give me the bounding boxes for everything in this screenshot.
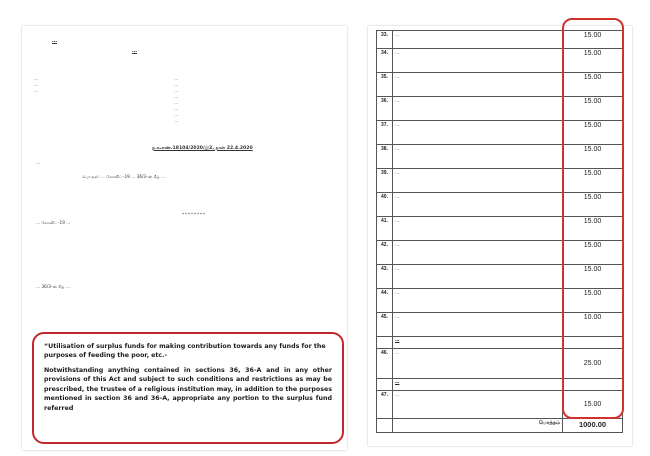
table-total-row — [377, 419, 623, 433]
separator-stars: ******** — [182, 212, 206, 217]
body-paragraph-2: … 36/3–ன் கீழ் … — [36, 284, 70, 289]
temple-name: … — [393, 391, 563, 419]
temple-name: … — [393, 265, 563, 289]
salutation: … — [36, 160, 41, 165]
to-line: … — [174, 76, 179, 81]
table-row — [377, 73, 623, 97]
row-number: 46. — [377, 349, 393, 379]
amount: 15.00 — [563, 121, 623, 145]
temple-name: … — [393, 169, 563, 193]
row-number: 35. — [377, 73, 393, 97]
temple-name: … — [393, 97, 563, 121]
temple-name: … — [393, 193, 563, 217]
table-row — [377, 265, 623, 289]
table-row — [377, 241, 623, 265]
left-document-page — [22, 26, 347, 450]
table-row — [377, 391, 623, 419]
right-document-page — [368, 26, 632, 446]
amount: 15.00 — [563, 31, 623, 49]
table-subheading-row — [377, 337, 623, 349]
table-row — [377, 121, 623, 145]
amount: 15.00 — [563, 241, 623, 265]
total-amount: 1000.00 — [563, 419, 623, 433]
header-department: … — [132, 48, 137, 54]
amount: 15.00 — [563, 169, 623, 193]
to-line: … — [174, 94, 179, 99]
from-address — [34, 76, 124, 94]
table-row — [377, 217, 623, 241]
temple-name: … — [393, 217, 563, 241]
amount: 10.00 — [563, 313, 623, 337]
amount — [563, 379, 623, 391]
amount: 15.00 — [563, 391, 623, 419]
table-row — [377, 97, 623, 121]
row-number: 36. — [377, 97, 393, 121]
header-title: … — [52, 38, 57, 44]
row-number: 38. — [377, 145, 393, 169]
amount: 15.00 — [563, 97, 623, 121]
row-number: 33. — [377, 31, 393, 49]
amount: 15.00 — [563, 73, 623, 97]
row-number: 42. — [377, 241, 393, 265]
table-row — [377, 145, 623, 169]
row-number — [377, 419, 393, 433]
row-number: 47. — [377, 391, 393, 419]
from-line: … — [34, 82, 39, 87]
table-row — [377, 289, 623, 313]
table-row — [377, 349, 623, 379]
temple-name: … — [393, 289, 563, 313]
from-line: … — [34, 88, 39, 93]
quote-title: “Utilisation of surplus funds for making contribution towards any funds for the purposes of feeding the poor, etc.- — [44, 343, 326, 359]
temple-name: … — [393, 145, 563, 169]
table-subheading-row — [377, 379, 623, 391]
temple-name: … — [393, 349, 563, 379]
row-number — [377, 337, 393, 349]
to-line: … — [174, 118, 179, 123]
total-label: மொத்தம் — [393, 419, 563, 433]
row-number: 43. — [377, 265, 393, 289]
temple-name: … — [393, 241, 563, 265]
amount: 15.00 — [563, 49, 623, 73]
row-number: 40. — [377, 193, 393, 217]
row-number: 34. — [377, 49, 393, 73]
region-subheading: … — [393, 337, 563, 349]
subject-paragraph: பொருள்: … கோவிட்–19 … 36/3–ன் கீழ் … — [82, 174, 166, 179]
temple-name: … — [393, 49, 563, 73]
to-line: … — [174, 100, 179, 105]
amount: 15.00 — [563, 265, 623, 289]
table-row — [377, 31, 623, 49]
amount — [563, 337, 623, 349]
to-address — [174, 76, 334, 124]
quote-body: Notwithstanding anything contained in sections 36, 36-A and in any other provisions of this Act and subject to such conditions and restrictions as may be prescribed, the trustee of a religious institution may, in addition to the purposes mentioned in section 36 and 36-A, appropriate any portion to the surplus fund referred — [44, 367, 332, 412]
reference-number: ந.க.எண்.18104/2020/இ2, நாள் 22.4.2020 — [152, 146, 253, 151]
table-row — [377, 169, 623, 193]
highlighted-quote-box — [32, 332, 344, 444]
temple-name: … — [393, 73, 563, 97]
table-row — [377, 193, 623, 217]
row-number: 45. — [377, 313, 393, 337]
amount: 25.00 — [563, 349, 623, 379]
body-paragraph-1: … கோவிட்–19 … — [36, 220, 71, 225]
temple-name: … — [393, 31, 563, 49]
from-line: … — [34, 76, 39, 81]
row-number: 39. — [377, 169, 393, 193]
to-line: … — [174, 112, 179, 117]
amount: 15.00 — [563, 145, 623, 169]
row-number: 41. — [377, 217, 393, 241]
to-line: … — [174, 106, 179, 111]
table-row — [377, 49, 623, 73]
region-subheading: … — [393, 379, 563, 391]
temple-name: … — [393, 313, 563, 337]
amount: 15.00 — [563, 193, 623, 217]
row-number — [377, 379, 393, 391]
table-row — [377, 313, 623, 337]
temple-name: … — [393, 121, 563, 145]
to-line: … — [174, 82, 179, 87]
amount: 15.00 — [563, 217, 623, 241]
temple-allocation-table — [376, 30, 623, 433]
amount: 15.00 — [563, 289, 623, 313]
row-number: 44. — [377, 289, 393, 313]
to-line: … — [174, 88, 179, 93]
row-number: 37. — [377, 121, 393, 145]
